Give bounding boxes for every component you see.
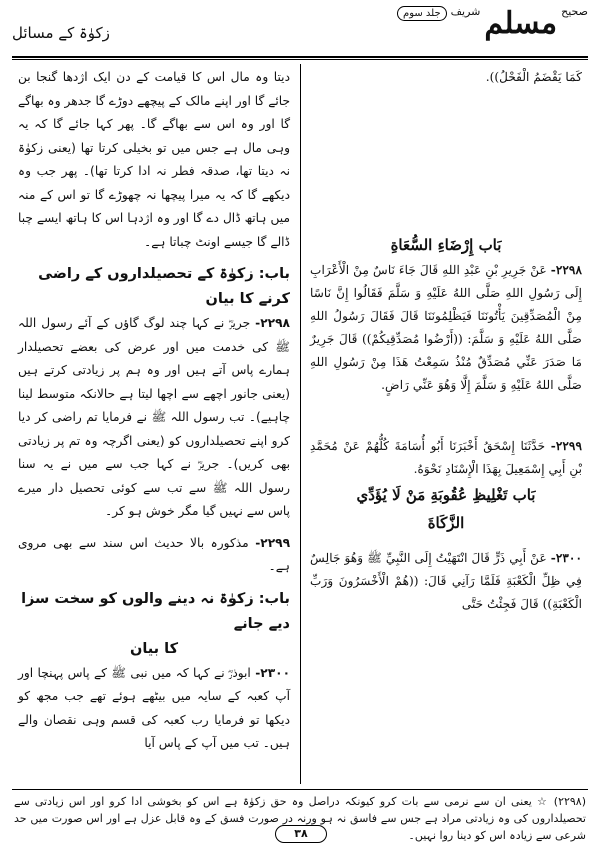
section-title: زکوٰۃ کے مسائل: [12, 24, 110, 42]
arabic-column: [310, 66, 582, 616]
urdu-paragraph: دیتا وہ مال اس کا قیامت کے دن ایک اژدھا گنجا بن جائے گا اور اپنے مالک کے پیچھے دوڑے گا جدھر وہ بھاگے گا اور وہ اس سے بھاگے گا۔ پھر کہا جائے گا کہ یہ وہی مال ہے جس میں تو بخیلی کرتا تھا (یعنی زکوٰۃ نہ دیتا تھا، صدقہ فطر نہ ادا کرتا تھا)۔ پھر جب وہ دیکھے گا کہ یہ میرا پیچھا نہ چھوڑے گا تو اس کے منہ میں ہاتھ ڈال دے گا اور وہ اژدہا اس کا ہاتھ ایسے چبا ڈالے گا جیسے اونٹ چباتا ہے۔: [18, 70, 290, 249]
urdu-hadith-2300: [18, 662, 290, 756]
arabic-paragraph: كَمَا يَقْضَمُ الْفَحْلُ)).: [485, 70, 582, 84]
hadith-number: ۲۲۹۸-: [255, 316, 290, 330]
urdu-chapter-heading: باب: زکوٰۃ کے تحصیلداروں کے راضی کرنے کا بیان: [38, 266, 290, 307]
hadith-number: ۲۳۰۰-: [255, 665, 291, 680]
header-rule-thin: [12, 59, 588, 60]
hadith-text: عَنْ أَبِي ذَرٍّ قَالَ انْتَهَيْتُ إِلَى النَّبِيِّ ﷺ وَهُوَ جَالِسٌ فِي ظِلِّ الْكَعْبَةِ فَلَمَّا رَآنِي قَالَ: ((هُمْ الْأَخْسَرُونَ وَرَبِّ الْكَعْبَةِ)) قَالَ فَجِئْتُ حَتَّى: [310, 551, 582, 611]
arabic-chapter-heading-cont: الزَّكَاةَ: [427, 514, 465, 532]
hadith-text: حَدَّثَنَا إِسْحَقُ أَخْبَرَنَا أَبُو أُسَامَةَ كُلُّهُمْ عَنْ مُحَمَّدِ بْنِ أَبِي إِسْمَعِيلَ بِهَذَا الْإِسْنَادِ نَحْوَهُ.: [310, 439, 582, 476]
hadith-number: ۲۳۰۰-: [550, 551, 582, 565]
hadith-text: ابوذرؓ نے کہا کہ میں نبی ﷺ کے پاس پہنچا اور آپ کعبہ کے سایہ میں بیٹھے ہوئے تھے جب مجھ کو دیکھا تو فرمایا رب کعبہ کی قسم وہی نقصان والے ہیں۔ تب میں آپ کے پاس آیا: [18, 665, 290, 750]
hadith-text: مذکورہ بالا حدیث اس سند سے بھی مروی ہے۔: [18, 535, 290, 573]
book-suffix: شریف: [450, 5, 481, 18]
page-number: ۳۸: [275, 825, 327, 843]
book-title-block: [397, 6, 588, 39]
arabic-hadith-2298: [310, 259, 582, 397]
hadith-text: جریرؓ نے کہا چند لوگ گاؤں کے آئے رسول اللہ ﷺ کی خدمت میں اور عرض کی بعضے تحصیلدار ہمارے پاس آتے ہیں اور وہ ہم پر زیادتی کرتے ہیں (یعنی جانور اچھے سے اچھا لیتا ہے حالانکہ متوسط لینا چاہیے)۔ تب رسول اللہ ﷺ نے فرمایا تم راضی کر دیا کرو اپنے تحصیلداروں کو (یعنی اگرچہ وہ تم پر زیادتی بھی کریں)۔ جریرؓ نے کہا جب سے میں نے یہ سنا رسول اللہ ﷺ سے تب سے کوئی تحصیل دار میرے پاس سے نہیں گیا مگر خوش ہو کر۔: [18, 316, 290, 518]
urdu-hadith-2298: [18, 312, 290, 524]
hadith-number: ۲۲۹۹-: [255, 535, 291, 550]
urdu-column: [18, 66, 290, 756]
urdu-chapter-heading: باب: زکوٰۃ نہ دینے والوں کو سخت سزا دیے جانے: [21, 590, 290, 632]
arabic-chapter-heading: بَاب إِرْضَاءِ السُّعَاةِ: [390, 236, 502, 254]
hadith-text: عَنْ جَرِيرِ بْنِ عَبْدِ اللهِ قَالَ جَاءَ نَاسٌ مِنْ الْأَعْرَابِ إِلَى رَسُولِ اللهِ صَلَّى اللهُ عَلَيْهِ وَ سَلَّمَ فَقَالُوا إِنَّ نَاسًا مِنْ الْمُصَدِّقِينَ يَأْتُونَنَا فَيَظْلِمُونَنَا قَالَ فَقَالَ رَسُولُ اللهِ صَلَّى اللهُ عَلَيْهِ وَ سَلَّمَ: ((أَرْضُوا مُصَدِّقِيكُمْ)) قَالَ جَرِيرٌ مَا صَدَرَ عَنِّي مُصَدِّقٌ مُنْذُ سَمِعْتُ هَذَا مِنْ رَسُولِ اللهِ صَلَّى اللهُ عَلَيْهِ وَ سَلَّمَ إِلَّا وَهُوَ عَنِّي رَاضٍ.: [310, 263, 582, 392]
arabic-chapter-heading: بَاب تَغْلِيظِ عُقُوبَةِ مَنْ لَا يُؤَدِّي: [356, 486, 536, 504]
arabic-hadith-2300: [310, 547, 582, 616]
urdu-chapter-heading-cont: کا بیان: [129, 640, 179, 657]
urdu-hadith-2299: [18, 532, 290, 579]
book-prefix: صحیح: [561, 5, 588, 18]
hadith-number: ۲۲۹۹-: [550, 439, 582, 453]
book-title: مسلم: [484, 6, 558, 41]
volume-badge: جلد سوم: [397, 6, 447, 21]
hadith-number: ۲۲۹۸-: [550, 263, 582, 277]
arabic-hadith-2299: [310, 435, 582, 481]
column-divider: [300, 64, 301, 784]
footnote: (۲۲۹۸) ☆ یعنی ان سے نرمی سے بات کرو کیونکہ دراصل وہ حق زکوٰۃ ہے اس کو بخوشی ادا کرو اور اس زیادتی سے تحصیلداروں کی وہ زیادتی مراد ہے جس سے فاسق نہ ہو ورنہ در صورت فسق کے وہ قابل عزل ہے اور اس صورت میں حد شرعی سے زیادہ اس کو دینا روا نہیں۔: [14, 795, 586, 842]
page-header: [12, 6, 588, 54]
header-rule: [12, 56, 588, 58]
footnote-rule: [12, 789, 588, 790]
